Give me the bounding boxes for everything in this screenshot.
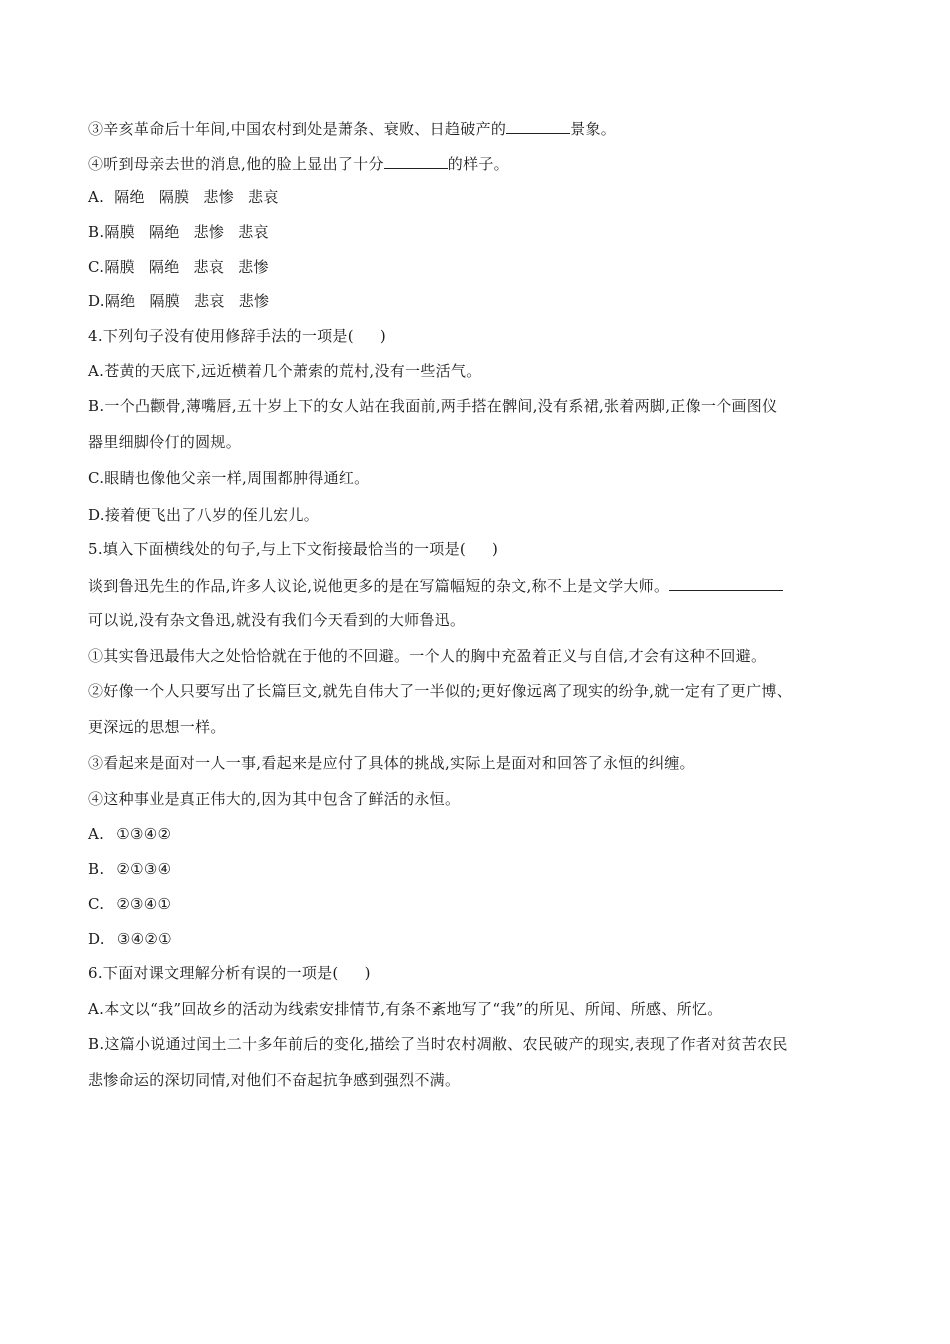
q5-sentence-1: ①其实鲁迅最伟大之处恰恰就在于他的不回避。一个人的胸中充盈着正义与自信,才会有这种不回避。 bbox=[88, 647, 767, 665]
q5-option-c: C. ②③④① bbox=[88, 895, 172, 913]
q5-stem: 5.填入下面横线处的句子,与上下文衔接最恰当的一项是( ) bbox=[88, 540, 499, 558]
q6-option-b-line1: B.这篇小说通过闰土二十多年前后的变化,描绘了当时农村凋敝、农民破产的现实,表现了作者对贫苦农民 bbox=[88, 1035, 788, 1053]
q5-option-a: A. ①③④② bbox=[88, 825, 172, 843]
q4-option-b-line2: 器里细脚伶仃的圆规。 bbox=[88, 433, 242, 451]
q4-option-b-line1: B.一个凸颧骨,薄嘴唇,五十岁上下的女人站在我面前,两手搭在髀间,没有系裙,张着两脚,正像一个画图仪 bbox=[88, 397, 778, 415]
q5-sentence-2-line1: ②好像一个人只要写出了长篇巨文,就先自伟大了一半似的;更好像远离了现实的纷争,就一定有了更广博、 bbox=[88, 682, 792, 700]
q3-option-d: D.隔绝 隔膜 悲哀 悲惨 bbox=[88, 292, 270, 310]
q3-sentence-3: ③辛亥革命后十年间,中国农村到处是萧条、衰败、日趋破产的 景象。 bbox=[88, 117, 870, 140]
q3-option-a: A. 隔绝 隔膜 悲惨 悲哀 bbox=[88, 188, 279, 206]
q5-option-d: D. ③④②① bbox=[88, 930, 172, 948]
q5-option-b: B. ②①③④ bbox=[88, 860, 172, 878]
q4-option-a: A.苍黄的天底下,远近横着几个萧索的荒村,没有一些活气。 bbox=[88, 362, 482, 380]
answer-blank bbox=[506, 117, 570, 134]
answer-blank bbox=[669, 574, 783, 591]
q5-sentence-3: ③看起来是面对一人一事,看起来是应付了具体的挑战,实际上是面对和回答了永恒的纠缠。 bbox=[88, 754, 695, 772]
q3-sentence-4: ④听到母亲去世的消息,他的脸上显出了十分 的样子。 bbox=[88, 152, 870, 175]
q3-option-b: B.隔膜 隔绝 悲惨 悲哀 bbox=[88, 223, 269, 241]
q5-sentence-4: ④这种事业是真正伟大的,因为其中包含了鲜活的永恒。 bbox=[88, 790, 461, 808]
q3-option-c: C.隔膜 隔绝 悲哀 悲惨 bbox=[88, 258, 269, 276]
q6-option-b-line2: 悲惨命运的深切同情,对他们不奋起抗争感到强烈不满。 bbox=[88, 1071, 461, 1089]
q5-sentence-2-line2: 更深远的思想一样。 bbox=[88, 718, 226, 736]
q5-context-line2: 可以说,没有杂文鲁迅,就没有我们今天看到的大师鲁迅。 bbox=[88, 611, 466, 629]
q5-context-line1: 谈到鲁迅先生的作品,许多人议论,说他更多的是在写篇幅短的杂文,称不上是文学大师。 bbox=[88, 574, 870, 597]
q4-option-c: C.眼睛也像他父亲一样,周围都肿得通红。 bbox=[88, 469, 370, 487]
q6-option-a: A.本文以“我”回故乡的活动为线索安排情节,有条不紊地写了“我”的所见、所闻、所感、所忆。 bbox=[88, 1000, 723, 1018]
q4-stem: 4.下列句子没有使用修辞手法的一项是( ) bbox=[88, 327, 387, 345]
q4-option-d: D.接着便飞出了八岁的侄儿宏儿。 bbox=[88, 506, 320, 524]
q6-stem: 6.下面对课文理解分析有误的一项是( ) bbox=[88, 964, 371, 982]
answer-blank bbox=[384, 152, 448, 169]
